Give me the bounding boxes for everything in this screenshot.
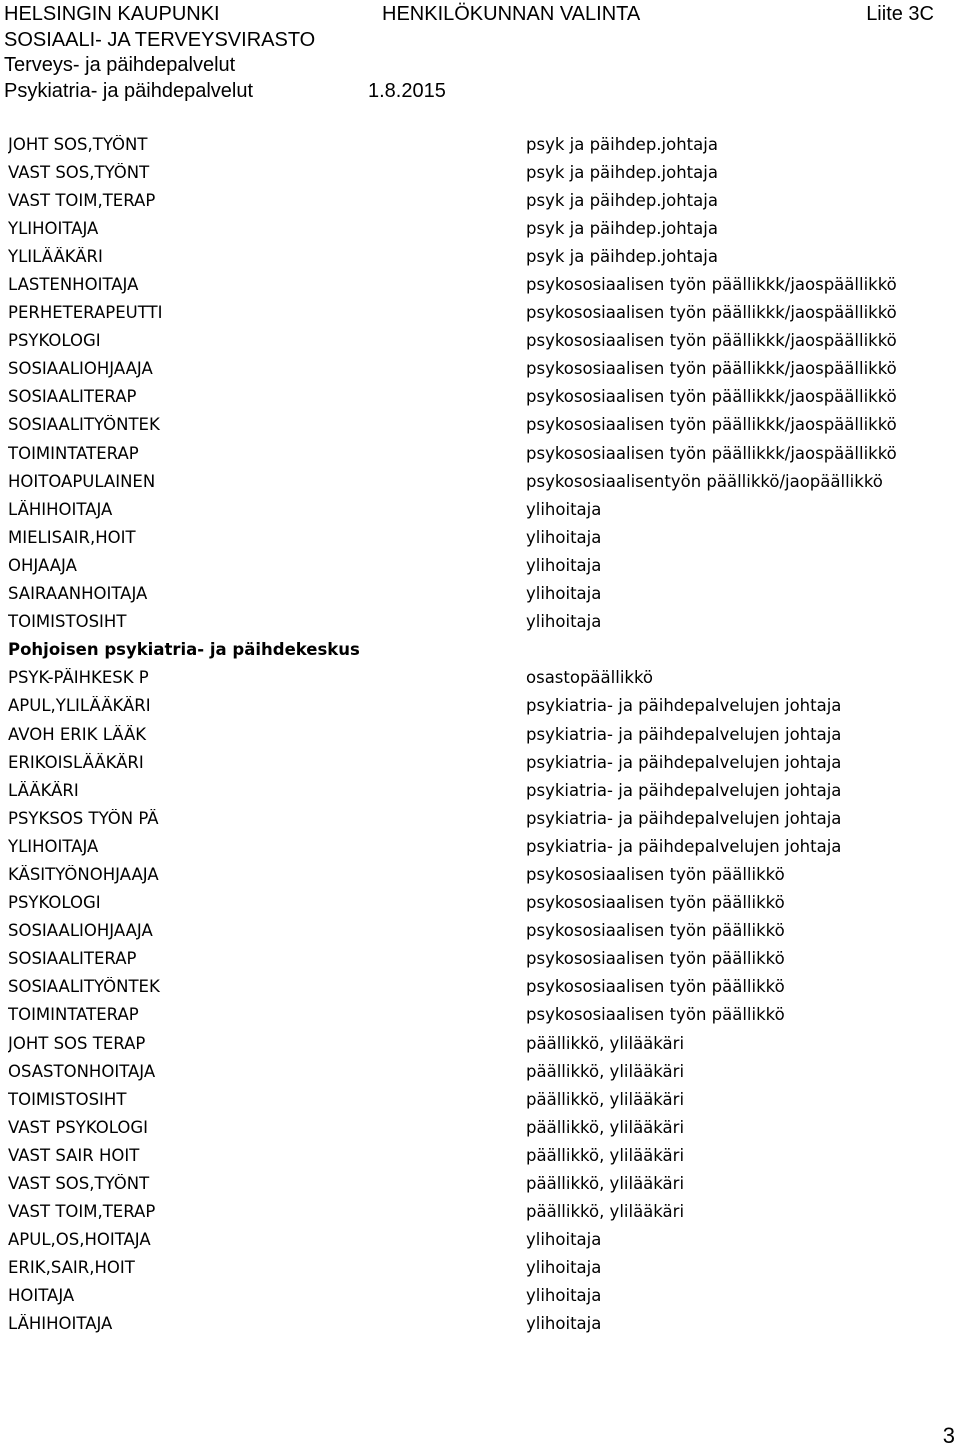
job-title: APUL,OS,HOITAJA bbox=[8, 1230, 151, 1250]
job-title: SAIRAANHOITAJA bbox=[8, 584, 148, 604]
approver: psykososiaalisen työn päällikkk/jaospäällikkö bbox=[526, 359, 897, 379]
approver: ylihoitaja bbox=[526, 555, 602, 575]
approver: psykiatria- ja päihdepalvelujen johtaja bbox=[526, 808, 842, 828]
approver: ylihoitaja bbox=[526, 527, 602, 547]
table-row bbox=[8, 720, 953, 748]
section-heading: Pohjoisen psykiatria- ja päihdekeskus bbox=[8, 640, 360, 660]
header-date: 1.8.2015 bbox=[368, 80, 446, 102]
table-row bbox=[8, 1226, 953, 1254]
job-title: AVOH ERIK LÄÄK bbox=[8, 724, 147, 744]
approver: psykososiaalisen työn päällikkö bbox=[526, 949, 785, 969]
table-row bbox=[8, 860, 953, 888]
table-row bbox=[8, 1001, 953, 1029]
table-row bbox=[8, 945, 953, 973]
table-row bbox=[8, 1113, 953, 1141]
table-row bbox=[8, 917, 953, 945]
job-title: KÄSITYÖNOHJAAJA bbox=[8, 864, 159, 884]
job-title: HOITAJA bbox=[8, 1286, 75, 1306]
job-title: LÄÄKÄRI bbox=[8, 780, 79, 800]
approver: päällikkö, ylilääkäri bbox=[526, 1145, 685, 1165]
approver: psykososiaalisen työn päällikkk/jaospäällikkö bbox=[526, 331, 897, 351]
job-title: PSYKOLOGI bbox=[8, 331, 101, 351]
table-row bbox=[8, 299, 953, 327]
table-row bbox=[8, 327, 953, 355]
job-title: VAST SOS,TYÖNT bbox=[8, 162, 150, 182]
approver: psykososiaalisen työn päällikkk/jaospäällikkö bbox=[526, 443, 897, 463]
table-row bbox=[8, 804, 953, 832]
job-title: VAST PSYKOLOGI bbox=[8, 1117, 148, 1137]
approver: psykiatria- ja päihdepalvelujen johtaja bbox=[526, 752, 842, 772]
table-row bbox=[8, 130, 953, 158]
header-unit: Psykiatria- ja päihdepalvelut bbox=[4, 80, 254, 102]
approver: psyk ja päihdep.johtaja bbox=[526, 134, 718, 154]
table-row bbox=[8, 523, 953, 551]
approver: ylihoitaja bbox=[526, 584, 602, 604]
approver: psykososiaalisen työn päällikkö bbox=[526, 977, 785, 997]
header-attachment-label: Liite 3C bbox=[866, 3, 934, 25]
table-row bbox=[8, 776, 953, 804]
job-title: YLIHOITAJA bbox=[8, 836, 99, 856]
header-department: SOSIAALI- JA TERVEYSVIRASTO bbox=[4, 29, 316, 51]
table-row bbox=[8, 1057, 953, 1085]
job-title: PSYKOLOGI bbox=[8, 893, 101, 913]
table-row bbox=[8, 1141, 953, 1169]
job-title: TOIMINTATERAP bbox=[8, 1005, 139, 1025]
table-row bbox=[8, 664, 953, 692]
job-title: OSASTONHOITAJA bbox=[8, 1061, 156, 1081]
job-title: LÄHIHOITAJA bbox=[8, 1314, 113, 1334]
job-title: VAST SAIR HOIT bbox=[8, 1145, 140, 1165]
approver: psyk ja päihdep.johtaja bbox=[526, 190, 718, 210]
job-title: VAST TOIM,TERAP bbox=[8, 1202, 156, 1222]
job-title: SOSIAALITYÖNTEK bbox=[8, 977, 160, 997]
approver: psyk ja päihdep.johtaja bbox=[526, 246, 718, 266]
approver: ylihoitaja bbox=[526, 1286, 602, 1306]
approver: psyk ja päihdep.johtaja bbox=[526, 162, 718, 182]
approver: päällikkö, ylilääkäri bbox=[526, 1061, 685, 1081]
job-title: LASTENHOITAJA bbox=[8, 275, 139, 295]
approver: ylihoitaja bbox=[526, 499, 602, 519]
table-row bbox=[8, 551, 953, 579]
approver: ylihoitaja bbox=[526, 612, 602, 632]
job-title: JOHT SOS,TYÖNT bbox=[8, 134, 148, 154]
table-row bbox=[8, 186, 953, 214]
table-row bbox=[8, 1310, 953, 1338]
job-title: VAST TOIM,TERAP bbox=[8, 190, 156, 210]
page-number: 3 bbox=[942, 1423, 955, 1448]
job-title: OHJAAJA bbox=[8, 555, 77, 575]
approver: psykiatria- ja päihdepalvelujen johtaja bbox=[526, 696, 842, 716]
table-row bbox=[8, 748, 953, 776]
job-title: LÄHIHOITAJA bbox=[8, 499, 113, 519]
job-title: YLILÄÄKÄRI bbox=[8, 246, 103, 266]
approver: ylihoitaja bbox=[526, 1314, 602, 1334]
section-heading-row bbox=[8, 636, 953, 664]
table-row bbox=[8, 439, 953, 467]
header-city: HELSINGIN KAUPUNKI bbox=[4, 3, 220, 25]
table-row bbox=[8, 1282, 953, 1310]
job-title: TOIMISTOSIHT bbox=[8, 612, 127, 632]
job-title: JOHT SOS TERAP bbox=[8, 1033, 146, 1053]
table-row bbox=[8, 158, 953, 186]
approver: psykososiaalisen työn päällikkö bbox=[526, 921, 785, 941]
approver: psykososiaalisentyön päällikkö/jaopäällikkö bbox=[526, 471, 883, 491]
job-title: SOSIAALITERAP bbox=[8, 949, 137, 969]
approver: psykiatria- ja päihdepalvelujen johtaja bbox=[526, 780, 842, 800]
job-title: TOIMINTATERAP bbox=[8, 443, 139, 463]
table-row bbox=[8, 608, 953, 636]
approver: päällikkö, ylilääkäri bbox=[526, 1202, 685, 1222]
job-title: APUL,YLILÄÄKÄRI bbox=[8, 696, 151, 716]
approver: ylihoitaja bbox=[526, 1230, 602, 1250]
approver: ylihoitaja bbox=[526, 1258, 602, 1278]
job-title: VAST SOS,TYÖNT bbox=[8, 1174, 150, 1194]
table-row bbox=[8, 270, 953, 298]
job-title: SOSIAALIOHJAAJA bbox=[8, 921, 153, 941]
staff-selection-list bbox=[8, 130, 953, 1338]
table-row bbox=[8, 355, 953, 383]
job-title: YLIHOITAJA bbox=[8, 218, 99, 238]
approver: psykososiaalisen työn päällikkk/jaospäällikkö bbox=[526, 415, 897, 435]
job-title: ERIK,SAIR,HOIT bbox=[8, 1258, 135, 1278]
table-row bbox=[8, 1198, 953, 1226]
approver: päällikkö, ylilääkäri bbox=[526, 1174, 685, 1194]
table-row bbox=[8, 1169, 953, 1197]
table-row bbox=[8, 1085, 953, 1113]
job-title: SOSIAALITYÖNTEK bbox=[8, 415, 160, 435]
table-row bbox=[8, 692, 953, 720]
job-title: ERIKOISLÄÄKÄRI bbox=[8, 752, 144, 772]
approver: päällikkö, ylilääkäri bbox=[526, 1033, 685, 1053]
table-row bbox=[8, 495, 953, 523]
table-row bbox=[8, 1254, 953, 1282]
job-title: PSYK-PÄIHKESK P bbox=[8, 668, 149, 688]
job-title: SOSIAALIOHJAAJA bbox=[8, 359, 153, 379]
job-title: SOSIAALITERAP bbox=[8, 387, 137, 407]
approver: päällikkö, ylilääkäri bbox=[526, 1089, 685, 1109]
approver: osastopäällikkö bbox=[526, 668, 654, 688]
approver: psykososiaalisen työn päällikkk/jaospäällikkö bbox=[526, 303, 897, 323]
approver: psykososiaalisen työn päällikkk/jaospäällikkö bbox=[526, 387, 897, 407]
table-row bbox=[8, 832, 953, 860]
table-row bbox=[8, 973, 953, 1001]
table-row bbox=[8, 383, 953, 411]
approver: psykososiaalisen työn päällikkö bbox=[526, 893, 785, 913]
job-title: HOITOAPULAINEN bbox=[8, 471, 156, 491]
approver: psykiatria- ja päihdepalvelujen johtaja bbox=[526, 724, 842, 744]
table-row bbox=[8, 580, 953, 608]
job-title: PERHETERAPEUTTI bbox=[8, 303, 163, 323]
table-row bbox=[8, 214, 953, 242]
approver: psykiatria- ja päihdepalvelujen johtaja bbox=[526, 836, 842, 856]
header-document-title: HENKILÖKUNNAN VALINTA bbox=[382, 3, 641, 25]
job-title: TOIMISTOSIHT bbox=[8, 1089, 127, 1109]
job-title: PSYKSOS TYÖN PÄ bbox=[8, 808, 159, 828]
table-row bbox=[8, 467, 953, 495]
approver: päällikkö, ylilääkäri bbox=[526, 1117, 685, 1137]
table-row bbox=[8, 889, 953, 917]
approver: psykososiaalisen työn päällikkö bbox=[526, 864, 785, 884]
table-row bbox=[8, 242, 953, 270]
job-title: MIELISAIR,HOIT bbox=[8, 527, 136, 547]
header-service-area: Terveys- ja päihdepalvelut bbox=[4, 54, 236, 76]
approver: psykososiaalisen työn päällikkk/jaospäällikkö bbox=[526, 275, 897, 295]
approver: psykososiaalisen työn päällikkö bbox=[526, 1005, 785, 1025]
approver: psyk ja päihdep.johtaja bbox=[526, 218, 718, 238]
table-row bbox=[8, 411, 953, 439]
table-row bbox=[8, 1029, 953, 1057]
